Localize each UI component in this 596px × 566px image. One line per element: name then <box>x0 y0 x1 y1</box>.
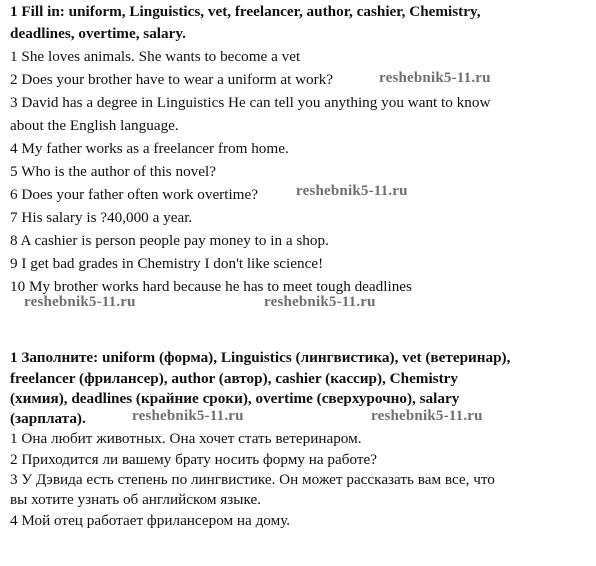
exercise-heading-en-line1: 1 Fill in: uniform, Linguistics, vet, freelancer, author, cashier, Chemistry, <box>10 3 481 20</box>
sentence-en-6: 6 Does your father often work overtime? <box>10 186 258 203</box>
watermark: reshebnik5-11.ru <box>132 408 244 424</box>
sentence-en-2: 2 Does your brother have to wear a uniform at work? <box>10 71 334 88</box>
sentence-en-9: 9 I get bad grades in Chemistry I don't like science! <box>10 255 324 272</box>
watermark: reshebnik5-11.ru <box>24 294 136 310</box>
sentence-ru-1: 1 Она любит животных. Она хочет стать ветеринаром. <box>10 430 362 447</box>
sentence-en-3: 3 David has a degree in Linguistics He can tell you anything you want to know <box>10 94 491 111</box>
sentence-ru-3: 3 У Дэвида есть степень по лингвистике. Он может рассказать вам все, что <box>10 471 495 488</box>
sentence-en-8: 8 A cashier is person people pay money to in a shop. <box>10 232 329 249</box>
watermark: reshebnik5-11.ru <box>264 294 376 310</box>
sentence-en-5: 5 Who is the author of this novel? <box>10 163 216 180</box>
sentence-en-1: 1 She loves animals. She wants to become a vet <box>10 48 301 65</box>
watermark: reshebnik5-11.ru <box>371 408 483 424</box>
exercise-heading-ru-line2: freelancer (фрилансер), author (автор), cashier (кассир), Chemistry <box>10 370 458 387</box>
sentence-en-3-cont: about the English language. <box>10 117 179 134</box>
exercise-heading-ru-line1: 1 Заполните: uniform (форма), Linguistics (лингвистика), vet (ветеринар), <box>10 349 511 366</box>
sentence-ru-4: 4 Мой отец работает фрилансером на дому. <box>10 512 291 529</box>
exercise-heading-ru-line4: (зарплата). <box>10 410 86 427</box>
sentence-en-7: 7 His salary is ?40,000 a year. <box>10 209 193 226</box>
exercise-heading-en-line2: deadlines, overtime, salary. <box>10 25 186 42</box>
watermark: reshebnik5-11.ru <box>379 70 491 86</box>
sentence-ru-2: 2 Приходится ли вашему брату носить форму на работе? <box>10 451 377 468</box>
exercise-heading-ru-line3: (химия), deadlines (крайние сроки), overtime (сверхурочно), salary <box>10 390 460 407</box>
sentence-en-10: 10 My brother works hard because he has to meet tough deadlines <box>10 278 412 295</box>
sentence-ru-3-cont: вы хотите узнать об английском языке. <box>10 491 262 508</box>
sentence-en-4: 4 My father works as a freelancer from home. <box>10 140 289 157</box>
watermark: reshebnik5-11.ru <box>296 183 408 199</box>
